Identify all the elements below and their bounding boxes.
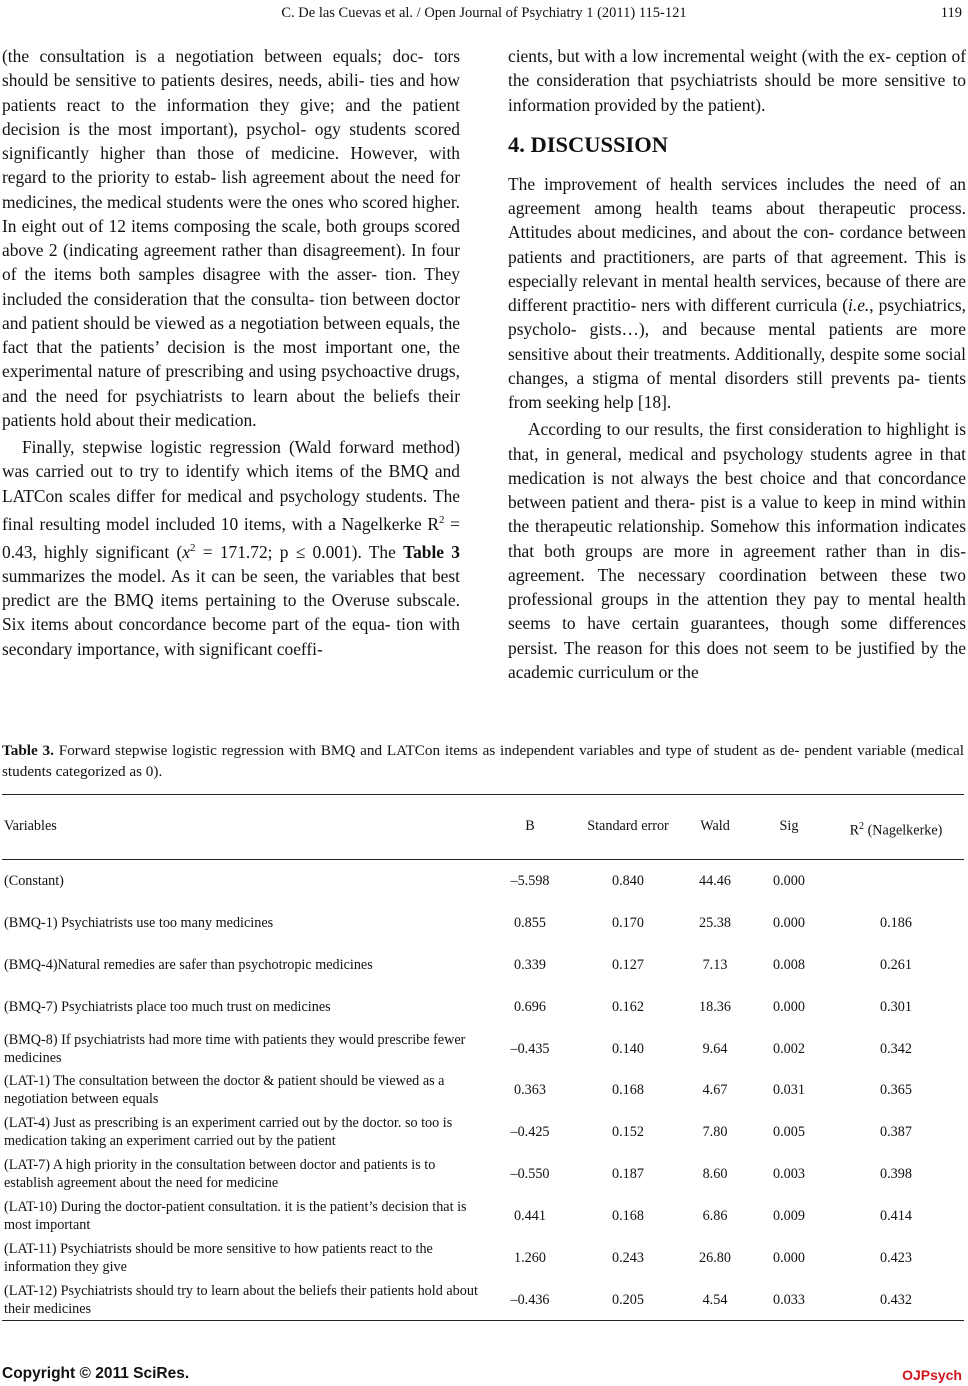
cell-b: 0.696 <box>514 999 546 1015</box>
cell-se: 0.140 <box>612 1041 644 1057</box>
cell-se: 0.840 <box>612 873 644 889</box>
cell-se: 0.168 <box>612 1082 644 1098</box>
cell-sig: 0.033 <box>773 1292 805 1308</box>
header-wald: Wald <box>700 818 730 834</box>
cell-variable: (BMQ-7) Psychiatrists place too much trust on medicines <box>4 999 331 1015</box>
header-standard-error: Standard error <box>587 818 669 834</box>
cell-variable: (LAT-12) Psychiatrists should try to learn about the beliefs their patients hold about their medicines <box>4 1283 478 1317</box>
header-sig: Sig <box>779 818 799 834</box>
cell-r2: 0.387 <box>880 1124 912 1140</box>
para2-text-d: summarizes the model. As it can be seen, the variables that best predict are the BMQ items pertaining to the Overuse subscale. Six items about concordance become part of the equa- tion with secondary importance, with significant coeffi- <box>2 565 460 659</box>
discussion-paragraph-1 <box>508 172 966 415</box>
cell-wald: 25.38 <box>699 915 731 931</box>
disc1-text-b: , psychiatrics, psycholo- gists…), and because mental patients are more sensitive about their treatments. Additionally, despite some social changes, a stigma of mental disorders still prevents pa- tients from seeking help [18]. <box>508 295 966 412</box>
cell-se: 0.162 <box>612 999 644 1015</box>
table-bottom-rule <box>2 1320 964 1321</box>
discussion-paragraph-2: According to our results, the first consideration to highlight is that, in general, medical and psychology students agree in that medication is not always the best choice and that concordance between patient and thera- pist is a value to keep in mind within the therapeutic relationship. Somehow this information indicates that both groups are more in agreement rather than in dis- agreement. The necessary coordination between these two professional groups in the attention they pay to mental health seems to have certain guarantees, though some differences persist. The reason for this does not seem to be justified by the academic curriculum or the <box>508 419 966 682</box>
para2-text-b: = 0.43, highly significant ( <box>2 513 460 562</box>
cell-b: 0.339 <box>514 957 546 973</box>
cell-r2: 0.261 <box>880 957 912 973</box>
cell-wald: 4.54 <box>702 1292 728 1308</box>
cell-se: 0.205 <box>612 1292 644 1308</box>
disc1-ie: i.e. <box>848 295 870 315</box>
cell-r2: 0.365 <box>880 1082 912 1098</box>
cell-se: 0.127 <box>612 957 644 973</box>
left-paragraph-1: (the consultation is a negotiation between equals; doc- tors should be sensitive to patients desires, needs, abili- ties and how patients react to the information they give; and the patient decision is the most important), psychol- ogy students scored significantly higher than those of medicine. However, with regard to the priority to estab- lish agreement about the need for medicines, the medical students were the ones who scored higher. In eight out of 12 items composing the scale, both groups scored above 2 (indicating agreement rather than disagreement). In four of the items both samples disagree with the asser- tion. They included the consideration that the consulta- tion between doctor and patient should be viewed as a negotiation between equals, the fact that the patients’ decision is the most important one, the experimental nature of prescribing and using psychoactive drugs, and the need for psychiatrists to learn about the beliefs their patients hold about their medication. <box>2 46 460 430</box>
cell-wald: 26.80 <box>699 1250 731 1266</box>
cell-b: –0.550 <box>510 1166 550 1182</box>
cell-b: 0.363 <box>514 1082 546 1098</box>
table-caption-label: Table 3. <box>2 742 54 759</box>
cell-r2: 0.301 <box>880 999 912 1015</box>
cell-wald: 7.13 <box>702 957 728 973</box>
cell-wald: 7.80 <box>702 1124 728 1140</box>
cell-se: 0.170 <box>612 915 644 931</box>
cell-wald: 8.60 <box>702 1166 728 1182</box>
right-paragraph-top: cients, but with a low incremental weight (with the ex- ception of the consideration that psychiatrists should be more sensitive to information provided by the patient). <box>508 46 966 115</box>
footer-copyright: Copyright © 2011 SciRes. <box>2 1365 190 1382</box>
cell-variable: (LAT-11) Psychiatrists should be more sensitive to how patients react to the information they give <box>4 1241 433 1275</box>
cell-wald: 44.46 <box>699 873 731 889</box>
cell-r2: 0.342 <box>880 1041 912 1057</box>
right-column <box>508 44 966 684</box>
cell-se: 0.187 <box>612 1166 644 1182</box>
cell-variable: (BMQ-4)Natural remedies are safer than psychotropic medicines <box>4 957 373 973</box>
cell-b: –0.435 <box>510 1041 550 1057</box>
cell-variable: (LAT-1) The consultation between the doctor & patient should be viewed as a negotiation between equals <box>4 1073 445 1107</box>
chi-squared-superscript: 2 <box>189 541 196 554</box>
cell-variable: (Constant) <box>4 873 64 889</box>
cell-variable: (BMQ-8) If psychiatrists had more time with patients they would prescribe fewer medicines <box>4 1032 466 1066</box>
cell-sig: 0.000 <box>773 999 805 1015</box>
cell-wald: 9.64 <box>702 1041 728 1057</box>
cell-se: 0.243 <box>612 1250 644 1266</box>
table-reference: Table 3 <box>403 541 460 562</box>
r-squared-superscript: 2 <box>439 513 445 526</box>
table-top-rule <box>2 794 964 795</box>
cell-b: –5.598 <box>510 873 550 889</box>
cell-se: 0.168 <box>612 1208 644 1224</box>
cell-r2: 0.414 <box>880 1208 912 1224</box>
header-r2-letter: R <box>849 822 860 839</box>
cell-b: –0.425 <box>510 1124 550 1140</box>
cell-r2: 0.432 <box>880 1292 912 1308</box>
footer-journal: OJPsych <box>902 1367 962 1383</box>
para2-text-c: = 171.72; p ≤ 0.001). The <box>195 541 404 562</box>
cell-sig: 0.000 <box>773 873 805 889</box>
cell-b: 1.260 <box>514 1250 546 1266</box>
cell-sig: 0.008 <box>773 957 805 973</box>
header-r2-label: (Nagelkerke) <box>864 822 943 839</box>
running-head <box>0 5 968 22</box>
cell-variable: (LAT-10) During the doctor-patient consultation. it is the patient’s decision that is most important <box>4 1199 467 1233</box>
cell-sig: 0.002 <box>773 1041 805 1057</box>
cell-wald: 18.36 <box>699 999 731 1015</box>
cell-r2: 0.398 <box>880 1166 912 1182</box>
header-b: B <box>525 818 535 834</box>
cell-sig: 0.005 <box>773 1124 805 1140</box>
left-paragraph-2 <box>2 435 460 661</box>
cell-sig: 0.003 <box>773 1166 805 1182</box>
disc1-text-a: The improvement of health services includes the need of an agreement among health teams about therapeutic process. Attitudes about medicines, and about the con- cordance between patients and practitioners, are parts of that agreement. This is especially relevant in mental health services, because of there are different practitio- ners with different curricula ( <box>508 173 966 315</box>
table-caption-text: Forward stepwise logistic regression with BMQ and LATCon items as independent variables and type of student as de- pendent variable (medical students categorized as 0). <box>2 742 964 780</box>
table-header-rule <box>2 859 964 860</box>
page-number: 119 <box>940 5 962 21</box>
left-column <box>2 44 460 661</box>
header-r2-nagelkerke <box>830 818 962 840</box>
cell-sig: 0.000 <box>773 915 805 931</box>
cell-b: –0.436 <box>510 1292 550 1308</box>
cell-se: 0.152 <box>612 1124 644 1140</box>
cell-r2: 0.423 <box>880 1250 912 1266</box>
cell-wald: 4.67 <box>702 1082 728 1098</box>
para2-text-a: Finally, stepwise logistic regression (Wald forward method) was carried out to try to identify which items of the BMQ and LATCon scales differ for medical and psychology students. The final resulting model included 10 items, with a Nagelkerke R <box>2 437 460 534</box>
cell-r2: 0.186 <box>880 915 912 931</box>
table-caption <box>2 740 964 782</box>
cell-sig: 0.031 <box>773 1082 805 1098</box>
chi-symbol: x <box>182 541 190 562</box>
cell-variable: (LAT-4) Just as prescribing is an experiment carried out by the doctor. so too is medication taking an experiment carried out by the patient <box>4 1115 453 1149</box>
cell-wald: 6.86 <box>702 1208 728 1224</box>
cell-sig: 0.000 <box>773 1250 805 1266</box>
cell-variable: (BMQ-1) Psychiatrists use too many medicines <box>4 915 274 931</box>
running-head-authors: C. De las Cuevas et al. / Open Journal of Psychiatry 1 (2011) 115-121 <box>281 5 687 21</box>
header-r2-superscript: 2 <box>859 821 865 832</box>
cell-sig: 0.009 <box>773 1208 805 1224</box>
running-header <box>0 0 968 32</box>
cell-variable: (LAT-7) A high priority in the consultation between doctor and patients is to establish agreement about the need for medicine <box>4 1157 436 1191</box>
header-variables: Variables <box>4 818 57 834</box>
cell-b: 0.441 <box>514 1208 546 1224</box>
cell-b: 0.855 <box>514 915 546 931</box>
section-heading-discussion: 4. DISCUSSION <box>508 131 669 157</box>
